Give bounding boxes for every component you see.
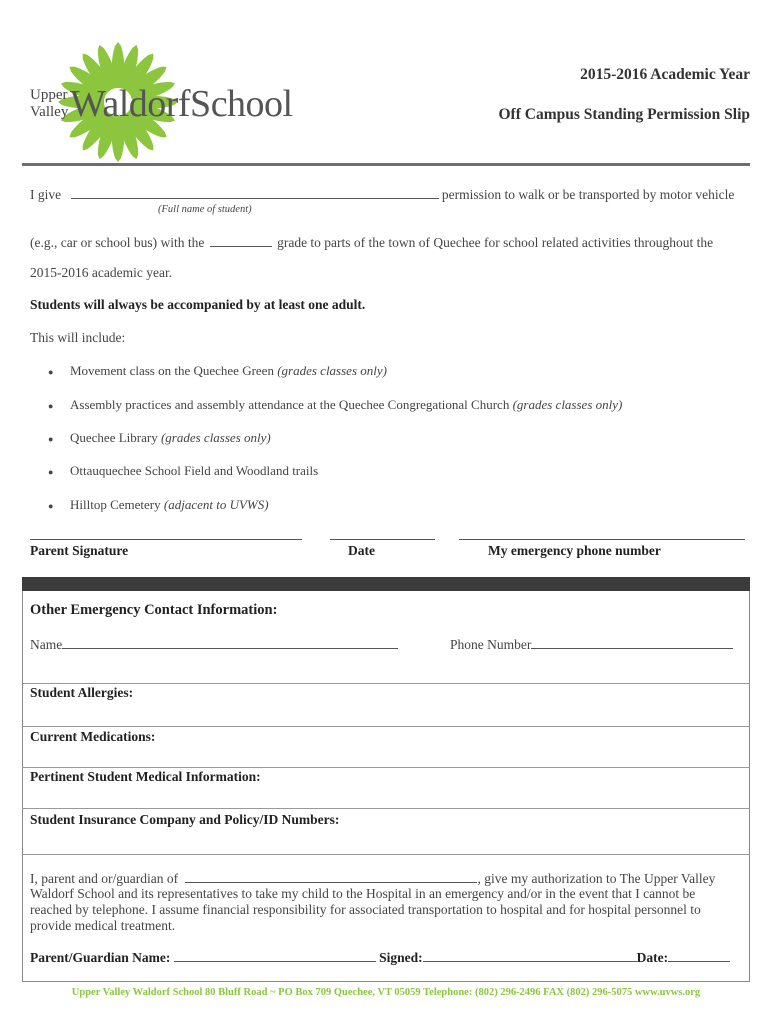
permission-line-3: 2015-2016 academic year.: [30, 265, 173, 280]
bullet-icon: ●: [48, 501, 54, 512]
logo-upper-text: Upper: [30, 87, 68, 103]
bullet-icon: ●: [48, 367, 54, 378]
contact-name-field[interactable]: [62, 636, 398, 649]
guardian-name-field[interactable]: [174, 949, 376, 962]
permission-line-2b: grade to parts of the town of Quechee for school related activities throughout the: [277, 235, 714, 250]
row-divider: [22, 854, 750, 855]
emergency-phone-label: My emergency phone number: [488, 543, 661, 558]
guardian-row: [30, 949, 730, 966]
row-divider: [22, 767, 750, 768]
permission-text: permission to walk or be transported by motor vehicle: [441, 187, 735, 202]
contact-phone-field[interactable]: [531, 636, 733, 649]
contact-phone-row: [450, 636, 733, 653]
header-divider: [22, 163, 750, 166]
signed-field[interactable]: [423, 949, 637, 962]
form-title: Off Campus Standing Permission Slip: [498, 106, 750, 123]
emergency-phone-line[interactable]: [459, 539, 745, 540]
parent-signature-line[interactable]: [30, 539, 302, 540]
permission-line-1: [30, 186, 734, 203]
row-divider: [22, 726, 750, 727]
child-name-field[interactable]: [185, 870, 477, 883]
signed-label: Signed:: [379, 950, 423, 965]
logo-wordmark: WaldorfSchool: [70, 83, 293, 125]
date-label: Date: [348, 543, 375, 558]
contact-name-row: [30, 636, 398, 653]
accompanied-statement: Students will always be accompanied by at least one adult.: [30, 297, 366, 312]
bullet-icon: ●: [48, 434, 54, 445]
auth-date-field[interactable]: [668, 949, 730, 962]
permission-line-2a: (e.g., car or school bus) with the: [30, 235, 205, 250]
list-item: ● Ottauquechee School Field and Woodland trails: [48, 463, 319, 478]
grade-field[interactable]: [210, 234, 272, 247]
list-item: ● Movement class on the Quechee Green (grades classes only): [48, 363, 387, 378]
auth-date-label: Date:: [636, 950, 669, 965]
authorization-line-4: provide medical treatment.: [30, 918, 176, 933]
list-item: ● Hilltop Cemetery (adjacent to UVWS): [48, 497, 269, 512]
logo-valley-text: Valley: [30, 104, 69, 120]
full-name-note: (Full name of student): [158, 204, 252, 215]
contact-name-label: Name: [30, 637, 63, 652]
emergency-heading: Other Emergency Contact Information:: [30, 602, 278, 618]
authorization-line-1: I, parent and or/guardian of , give my authorization to The Upper Valley: [30, 871, 716, 886]
insurance-label: Student Insurance Company and Policy/ID Numbers:: [30, 812, 340, 827]
contact-phone-label: Phone Number: [450, 637, 532, 652]
allergies-label: Student Allergies:: [30, 685, 134, 700]
row-divider: [22, 683, 750, 684]
pertinent-info-label: Pertinent Student Medical Information:: [30, 769, 261, 784]
academic-year-title: 2015-2016 Academic Year: [580, 66, 750, 83]
student-name-field[interactable]: [71, 186, 439, 199]
parent-signature-label: Parent Signature: [30, 543, 129, 558]
authorization-line-3: reached by telephone. I assume financial responsibility for associated transportation to hospital and for hospital personnel to: [30, 902, 701, 917]
bullet-icon: ●: [48, 401, 54, 412]
row-divider: [22, 808, 750, 809]
list-item: ● Assembly practices and assembly attendance at the Quechee Congregational Church (grades classes only): [48, 397, 623, 412]
permission-line-2: [30, 234, 713, 251]
authorization-line-2: Waldorf School and its representatives to take my child to the Hospital in an emergency and/or in the event that I cannot be: [30, 886, 696, 901]
section-divider-bar: [22, 577, 750, 591]
guardian-name-label: Parent/Guardian Name:: [30, 950, 171, 965]
bullet-icon: ●: [48, 467, 54, 478]
medications-label: Current Medications:: [30, 729, 156, 744]
list-item: ● Quechee Library (grades classes only): [48, 430, 271, 445]
footer-address: Upper Valley Waldorf School 80 Bluff Road ~ PO Box 709 Quechee, VT 05059 Telephone: (802) 296-2496 FAX (802) 296-5075 www.uvws.org: [71, 987, 701, 998]
i-give-label: I give: [30, 187, 62, 202]
date-line[interactable]: [330, 539, 435, 540]
include-label: This will include:: [30, 330, 126, 345]
